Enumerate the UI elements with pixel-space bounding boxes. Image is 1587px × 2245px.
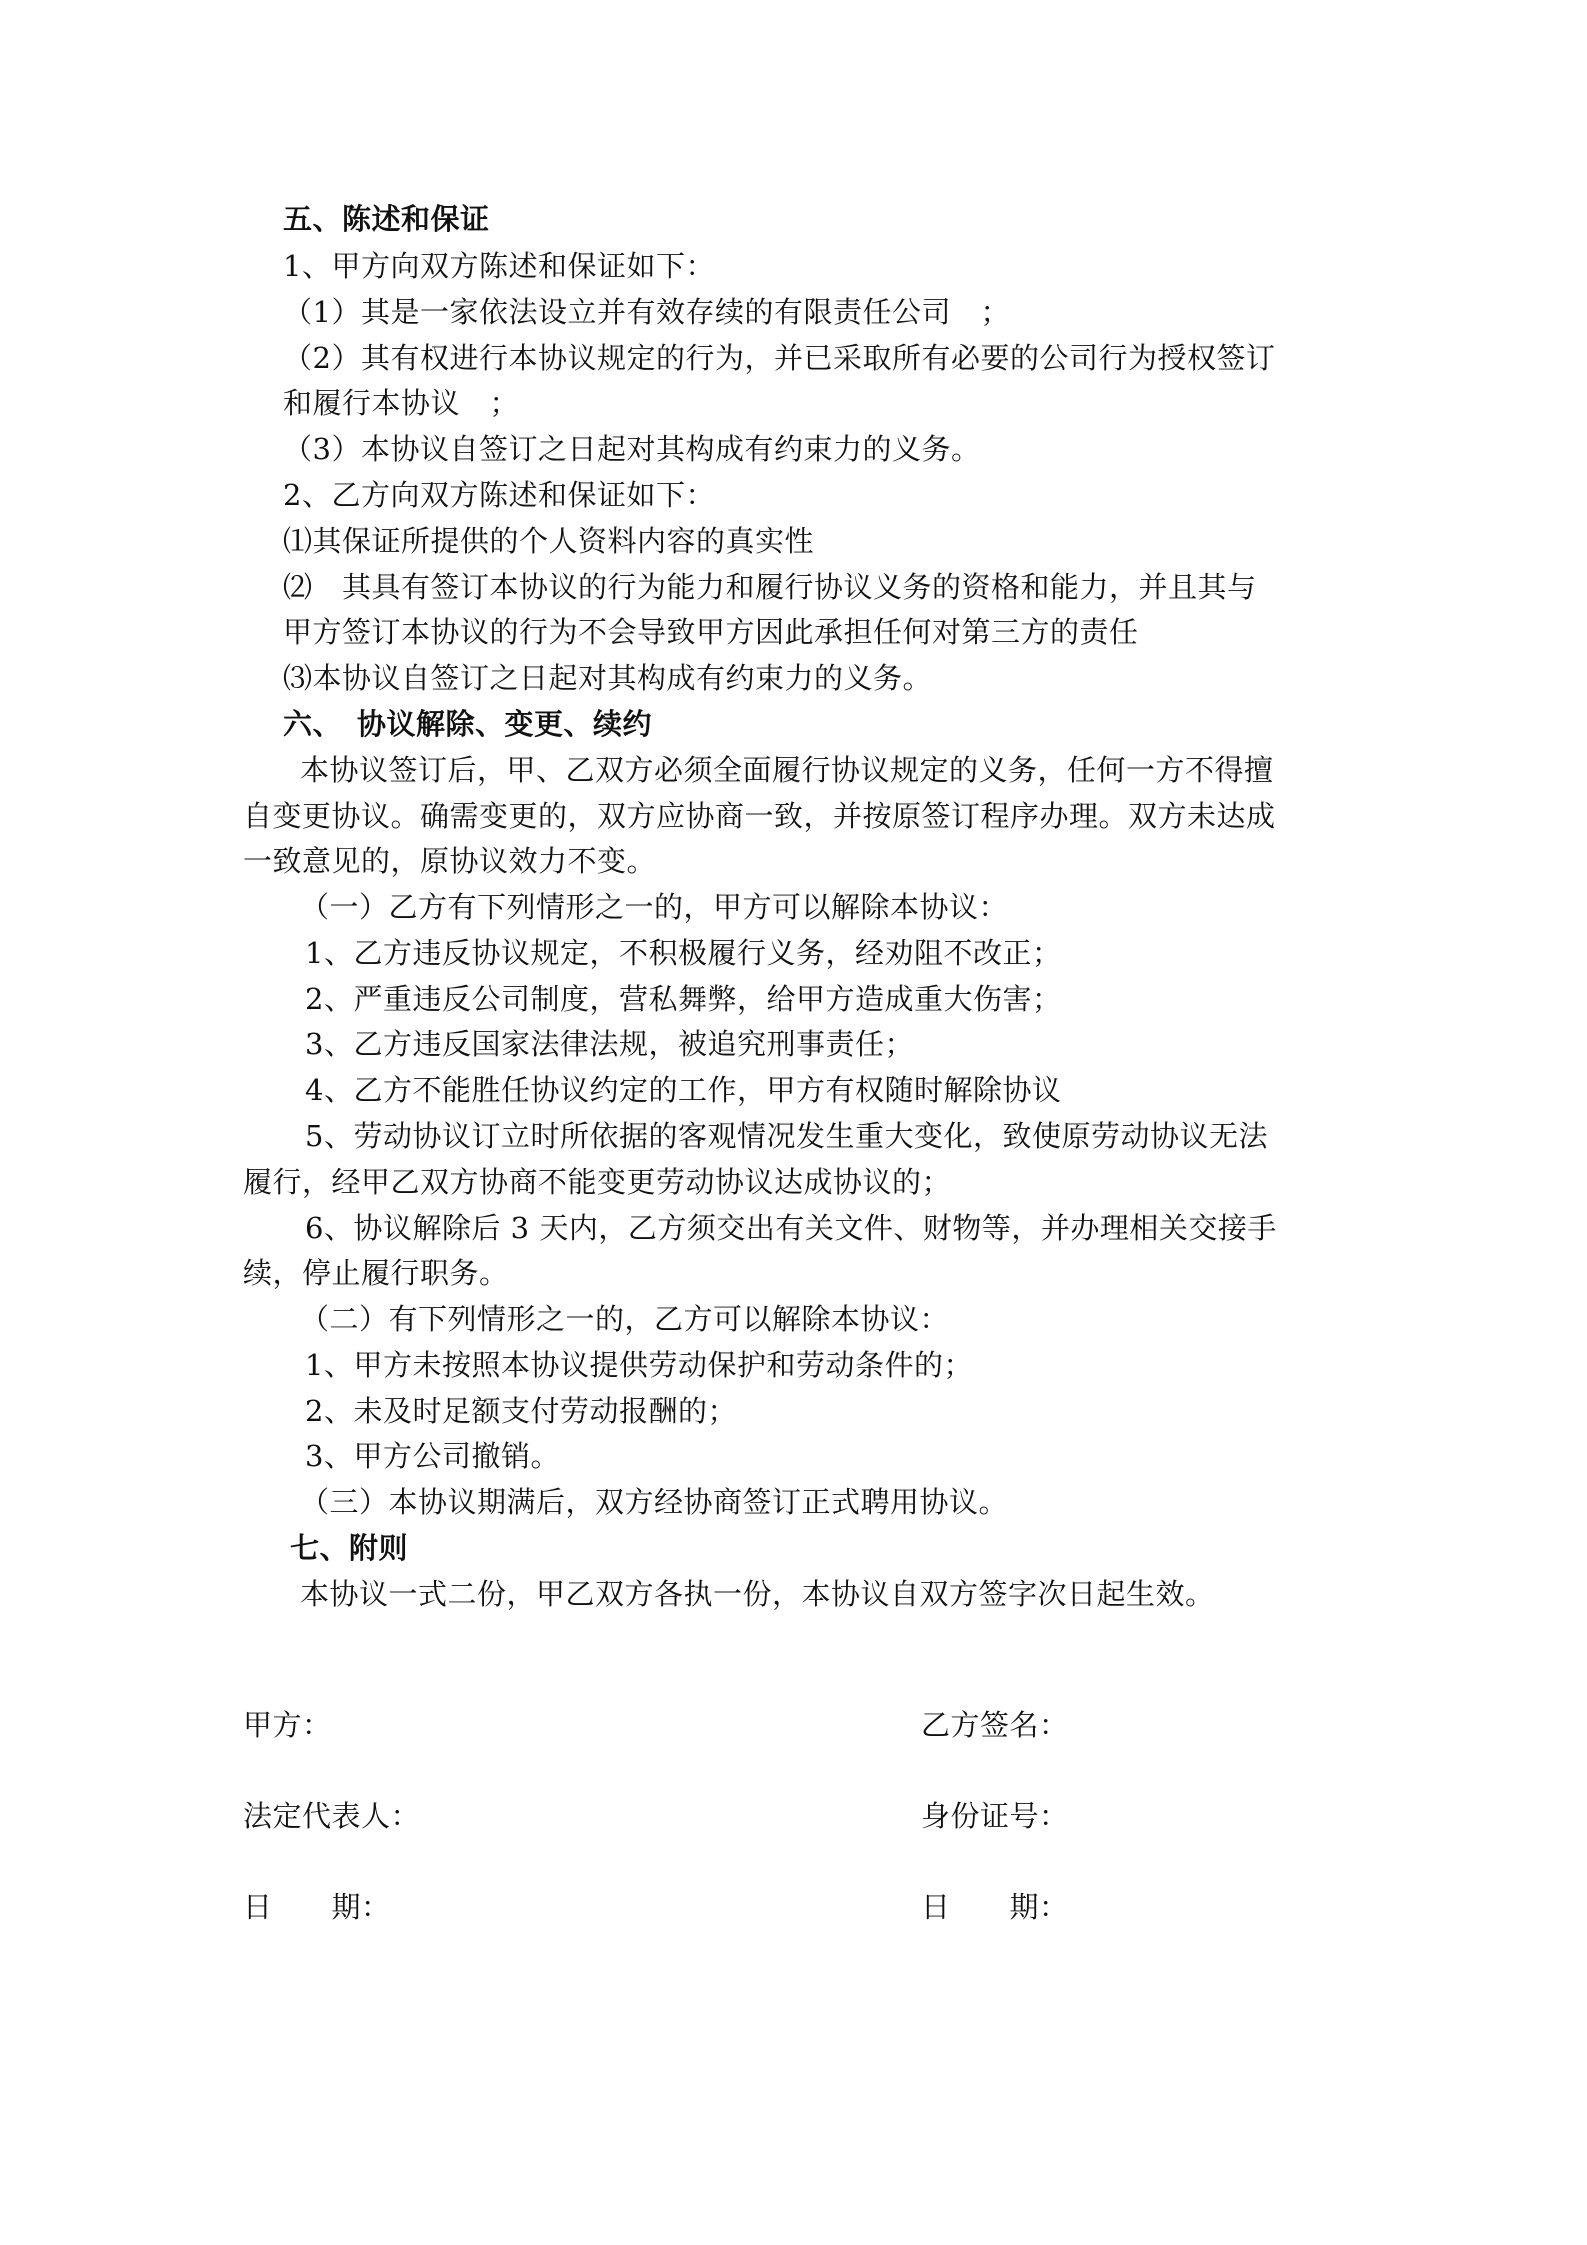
section-5-item-1: 1、甲方向双方陈述和保证如下： [283, 249, 715, 283]
section-5-item-2-3: ⑶本协议自签订之日起对其构成有约束力的义务。 [283, 661, 933, 695]
section-5-heading: 五、陈述和保证 [283, 202, 490, 236]
section-5-item-1-1: （1）其是一家依法设立并有效存续的有限责任公司 ； [283, 295, 1010, 329]
section-6-sub-1-item-5-line-b: 履行，经甲乙双方协商不能变更劳动协议达成协议的； [243, 1165, 952, 1199]
section-6-sub-1-item-2: 2、严重违反公司制度，营私舞弊，给甲方造成重大伤害； [305, 982, 1062, 1016]
section-5-item-2-1: ⑴其保证所提供的个人资料内容的真实性 [283, 524, 815, 558]
signature-legal-rep-label: 法定代表人： [243, 1799, 421, 1833]
section-6-sub-3: （三）本协议期满后，双方经协商签订正式聘用协议。 [300, 1485, 1009, 1519]
signature-party-a-label: 甲方： [243, 1708, 332, 1742]
section-6-sub-1-item-4: 4、乙方不能胜任协议约定的工作，甲方有权随时解除协议 [305, 1073, 1062, 1107]
section-6-intro-line-a: 本协议签订后，甲、乙双方必须全面履行协议规定的义务，任何一方不得擅 [300, 753, 1274, 787]
section-5-item-2-2-line-a: ⑵ 其具有签订本协议的行为能力和履行协议义务的资格和能力，并且其与 [283, 570, 1257, 604]
section-5-item-1-3: （3）本协议自签订之日起对其构成有约束力的义务。 [283, 432, 981, 466]
section-7-body: 本协议一式二份，甲乙双方各执一份，本协议自双方签字次日起生效。 [300, 1577, 1215, 1611]
section-6-sub-1-item-3: 3、乙方违反国家法律法规，被追究刑事责任； [305, 1027, 914, 1061]
section-5-item-1-2-line-b: 和履行本协议 ； [283, 386, 520, 420]
section-6-heading: 六、 协议解除、变更、续约 [283, 707, 653, 741]
section-6-sub-1-title: （一）乙方有下列情形之一的，甲方可以解除本协议： [300, 890, 1009, 924]
section-6-sub-2-item-1: 1、甲方未按照本协议提供劳动保护和劳动条件的； [305, 1348, 973, 1382]
section-6-sub-1-item-1: 1、乙方违反协议规定，不积极履行义务，经劝阻不改正； [305, 936, 1062, 970]
section-5-item-1-2-line-a: （2）其有权进行本协议规定的行为，并已采取所有必要的公司行为授权签订 [283, 341, 1276, 375]
signature-id-number-label: 身份证号： [921, 1799, 1069, 1833]
signature-date-a-label: 日 期： [243, 1890, 391, 1924]
section-6-intro-line-b: 自变更协议。确需变更的，双方应协商一致，并按原签订程序办理。双方未达成 [243, 799, 1276, 833]
section-6-sub-2-item-2: 2、未及时足额支付劳动报酬的； [305, 1394, 737, 1428]
section-5-item-2: 2、乙方向双方陈述和保证如下： [283, 478, 715, 512]
section-6-sub-2-item-3: 3、甲方公司撤销。 [305, 1439, 560, 1473]
section-6-intro-line-c: 一致意见的，原协议效力不变。 [243, 844, 657, 878]
section-6-sub-1-item-6-line-a: 6、协议解除后 3 天内，乙方须交出有关文件、财物等，并办理相关交接手 [305, 1211, 1277, 1245]
section-5-item-2-2-line-b: 甲方签订本协议的行为不会导致甲方因此承担任何对第三方的责任 [283, 615, 1139, 649]
section-6-sub-1-item-6-line-b: 续，停止履行职务。 [243, 1256, 509, 1290]
signature-party-b-label: 乙方签名： [921, 1708, 1069, 1742]
section-7-heading: 七、附则 [290, 1531, 409, 1565]
section-6-sub-1-item-5-line-a: 5、劳动协议订立时所依据的客观情况发生重大变化，致使原劳动协议无法 [305, 1119, 1268, 1153]
section-6-sub-2-title: （二）有下列情形之一的，乙方可以解除本协议： [300, 1302, 950, 1336]
signature-date-b-label: 日 期： [921, 1890, 1069, 1924]
